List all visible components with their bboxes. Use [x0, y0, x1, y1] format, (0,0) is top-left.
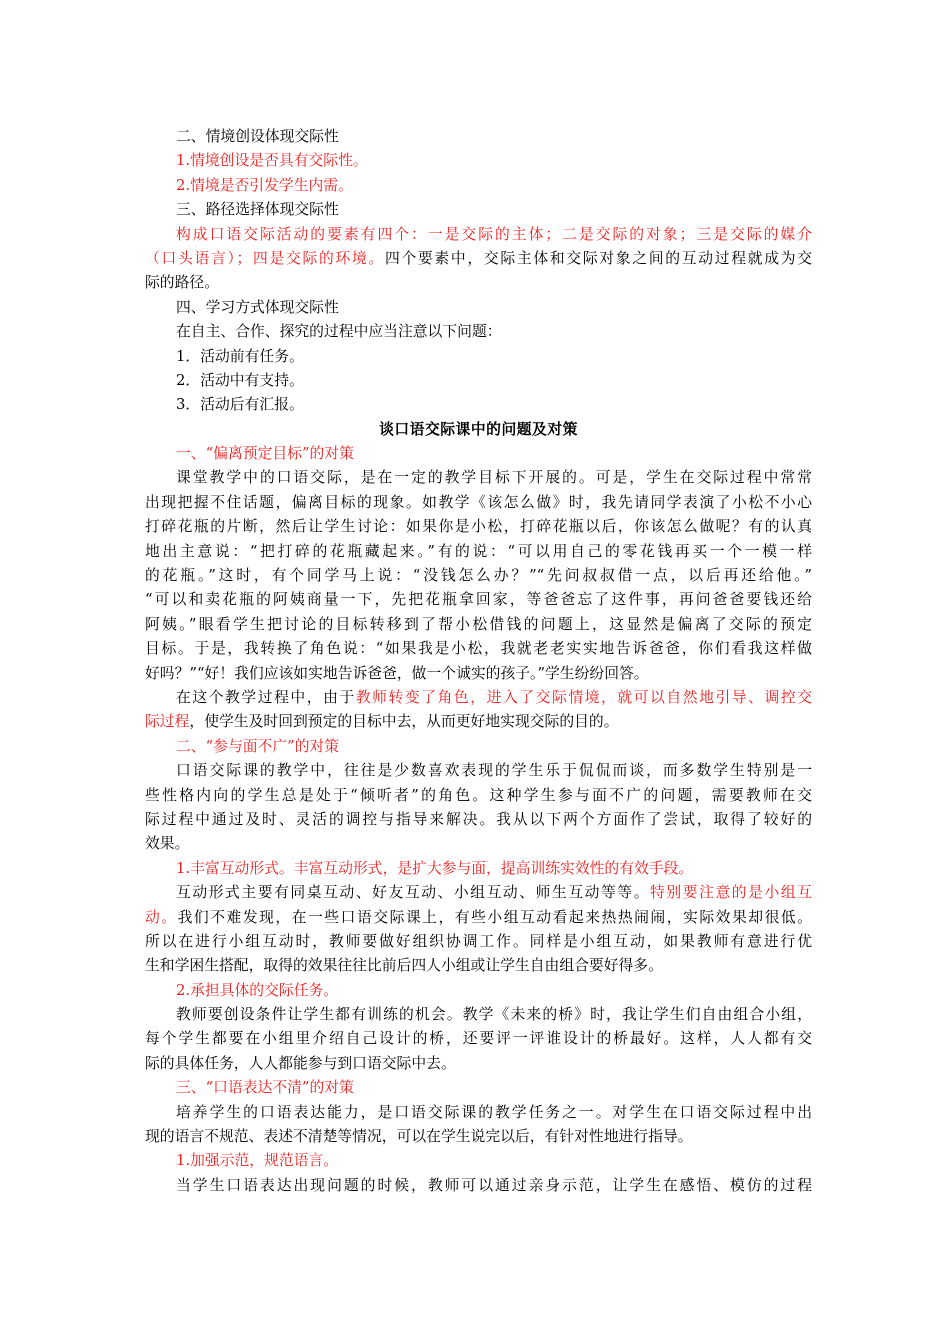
paragraph-line: 现的语言不规范、表述不清楚等情况，可以在学生说完以后，有针对性地进行指导。: [145, 1128, 693, 1146]
list-item: 2．活动中有支持。: [176, 371, 304, 389]
paragraph-learning: 在自主、合作、探究的过程中应当注意以下问题：: [176, 323, 502, 341]
paragraph-elements-line: [145, 247, 812, 271]
paragraph-line: 目标。于是，我转换了角色说：“如果我是小松，我就老老实实地告诉爸爸，你们看我这样做: [145, 640, 812, 658]
heading-expression: 三、“口语表达不清”的对策: [176, 1079, 354, 1097]
point-2: 2.情境是否引发学生内需。: [176, 176, 353, 194]
paragraph-line: 些性格内向的学生总是处于“倾听者”的角色。这种学生参与面不广的问题，需要教师在交: [145, 786, 812, 804]
paragraph-line: [145, 710, 812, 734]
body-text: 我们不难发现，在一些口语交际课上，有些小组互动看起来热热闹闹，实际效果却很低。: [177, 908, 812, 926]
paragraph-line: “可以和卖花瓶的阿姨商量一下，先把花瓶拿回家，等爸爸忘了这件事，再问爸爸要钱还给: [145, 591, 812, 609]
paragraph-elements-line: 构成口语交际活动的要素有四个：一是交际的主体；二是交际的对象；三是交际的媒介: [176, 225, 812, 243]
paragraph-line: 际过程中通过及时、灵活的调控与指导来解决。我从以下两个方面作了尝试，取得了较好的: [145, 810, 812, 828]
paragraph-line: 所以在进行小组互动时，教师要做好组织协调工作。同样是小组互动，如果教师有意进行优: [145, 932, 812, 950]
subheading-demonstration: 1.加强示范，规范语言。: [176, 1152, 339, 1170]
paragraph-line: [145, 686, 812, 710]
heading-situation: 二、情境创设体现交际性: [176, 128, 339, 145]
article-title: 谈口语交际课中的问题及对策: [379, 420, 578, 438]
paragraph-line: 课堂教学中的口语交际，是在一定的教学目标下开展的。可是，学生在交际过程中常常: [176, 469, 812, 487]
paragraph-line: 际的具体任务，人人都能参与到口语交际中去。: [145, 1054, 456, 1072]
paragraph-line: 生和学困生搭配，取得的效果往往比前后四人小组或让学生自由组合要好得多。: [145, 957, 663, 975]
paragraph-line: 的花瓶。”这时，有个同学马上说：“没钱怎么办？”“先问叔叔借一点，以后再还给他。”: [145, 567, 812, 585]
list-item: 1．活动前有任务。: [176, 347, 304, 365]
highlight-text: 动。: [145, 908, 178, 926]
heading-learning: 四、学习方式体现交际性: [176, 298, 339, 316]
paragraph-line: 好吗？”“好！我们应该如实地告诉爸爸，做一个诚实的孩子。”学生纷纷回答。: [145, 664, 649, 682]
heading-path: 三、路径选择体现交际性: [176, 201, 339, 219]
paragraph-line: 地出主意说：“把打碎的花瓶藏起来。”有的说：“可以用自己的零花钱再买一个一模一样: [145, 542, 812, 560]
paragraph-line: 每个学生都要在小组里介绍自己设计的桥，还要评一评谁设计的桥最好。这样，人人都有交: [145, 1030, 812, 1048]
paragraph-line: 阿姨。”眼看学生把讨论的目标转移到了帮小松借钱的问题上，这显然是偏离了交际的预定: [145, 615, 812, 633]
highlight-text: 际过程: [145, 713, 190, 731]
highlight-text: 特别要注意的是小组互: [650, 884, 812, 902]
body-text: 四个要素中，交际主体和交际对象之间的互动过程就成为交: [384, 249, 812, 267]
body-text: ，使学生及时回到预定的目标中去，从而更好地实现交际的目的。: [189, 713, 619, 731]
paragraph-elements-line: 际的路径。: [145, 274, 219, 292]
list-item: 3．活动后有汇报。: [176, 396, 304, 414]
paragraph-line: 培养学生的口语表达能力，是口语交际课的教学任务之一。对学生在口语交际过程中出: [176, 1103, 812, 1121]
paragraph-line: 出现把握不住话题，偏离目标的现象。如教学《该怎么做》时，我先请同学表演了小松不小心: [145, 493, 812, 511]
paragraph-line: [145, 881, 812, 905]
body-text: 在这个教学过程中，由于: [176, 688, 356, 706]
body-text: 互动形式主要有同桌互动、好友互动、小组互动、师生互动等等。: [176, 884, 651, 902]
paragraph-line: 打碎花瓶的片断，然后让学生讨论：如果你是小松，打碎花瓶以后，你该怎么做呢？有的认真: [145, 518, 812, 536]
paragraph-line: 效果。: [145, 835, 190, 853]
subheading-interaction: 1.丰富互动形式。丰富互动形式，是扩大参与面，提高训练实效性的有效手段。: [176, 859, 694, 877]
highlight-text: （口头语言）；四是交际的环境。: [145, 249, 385, 267]
heading-deviation: 一、“偏离预定目标”的对策: [176, 445, 354, 463]
paragraph-line: 口语交际课的教学中，往往是少数喜欢表现的学生乐于侃侃而谈，而多数学生特别是一: [176, 762, 812, 780]
point-1: 1.情境创设是否具有交际性。: [176, 152, 368, 170]
heading-participation: 二、“参与面不广”的对策: [176, 737, 340, 755]
paragraph-line: 当学生口语表达出现问题的时候，教师可以通过亲身示范，让学生在感悟、模仿的过程: [176, 1176, 812, 1194]
paragraph-line: 教师要创设条件让学生都有训练的机会。教学《未来的桥》时，我让学生们自由组合小组，: [176, 1006, 812, 1024]
subheading-task: 2.承担具体的交际任务。: [176, 981, 339, 999]
highlight-text: 教师转变了角色，进入了交际情境，就可以自然地引导、调控交: [355, 688, 812, 706]
document-body: [145, 125, 812, 1198]
paragraph-line: [145, 906, 812, 930]
